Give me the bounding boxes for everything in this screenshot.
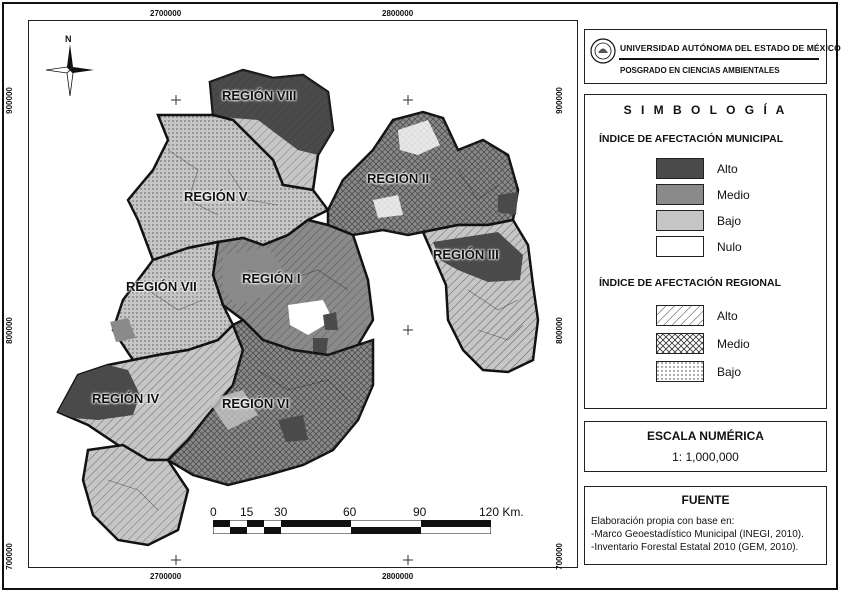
scale-tick-30: 30 [274,505,288,519]
coord-right-3: 700000 [554,543,564,570]
swatch-regional-alto [656,305,704,326]
coord-bottom-1: 2700000 [150,572,182,581]
coord-left-1: 900000 [4,87,14,114]
institution-divider [619,58,819,60]
region-label-iii: REGIÓN III [433,247,499,262]
legend-box [584,94,827,409]
scale-bar-graphic [213,520,491,534]
label-regional-medio: Medio [717,337,750,351]
north-arrow [46,34,94,96]
label-regional-bajo: Bajo [717,365,742,379]
institution-box [584,29,841,84]
legend-regional-title: ÍNDICE DE AFECTACIÓN REGIONAL [599,277,782,289]
legend-municipal-title: ÍNDICE DE AFECTACIÓN MUNICIPAL [599,133,784,145]
source-title: FUENTE [681,493,730,507]
scale-bar [213,520,491,534]
label-regional-alto: Alto [717,309,738,323]
region-iii-shape [423,220,538,372]
legend-title: S I M B O L O G Í A [623,103,788,117]
coord-right-2: 800000 [554,317,564,344]
program-name: POSGRADO EN CIENCIAS AMBIENTALES [620,66,780,75]
coord-top-1: 2700000 [150,9,182,18]
label-municipal-bajo: Bajo [717,214,742,228]
region-label-vi: REGIÓN VI [222,396,290,411]
coord-left-3: 700000 [4,543,14,570]
university-seal-icon [590,38,616,64]
region-label-v: REGIÓN V [184,189,248,204]
coord-top-2: 2800000 [382,9,414,18]
state-map [28,20,578,568]
label-municipal-alto: Alto [717,162,738,176]
scale-tick-120: 120 Km. [479,505,524,519]
source-line-2: -Marco Geoestadístico Municipal (INEGI, 2010). [591,529,804,540]
region-label-i: REGIÓN I [242,271,301,286]
north-label: N [65,34,72,44]
compass-rose-icon [46,44,94,96]
source-box [584,486,827,565]
region-label-vii: REGIÓN VII [126,279,197,294]
scale-tick-90: 90 [413,505,427,519]
swatch-municipal-medio [656,184,704,205]
scale-value: 1: 1,000,000 [672,450,739,464]
region-label-viii: REGIÓN VIII [222,88,297,103]
region-label-iv: REGIÓN IV [92,391,160,406]
source-line-1: Elaboración propia con base en: [591,516,735,527]
scale-box [584,421,827,472]
scale-tick-0: 0 [210,505,217,519]
swatch-regional-bajo [656,361,704,382]
coord-bottom-2: 2800000 [382,572,414,581]
scale-tick-60: 60 [343,505,357,519]
institution-name: UNIVERSIDAD AUTÓNOMA DEL ESTADO DE MÉXICO [620,43,841,53]
swatch-regional-medio [656,333,704,354]
label-municipal-nulo: Nulo [717,240,742,254]
region-label-ii: REGIÓN II [367,171,430,186]
swatch-municipal-alto [656,158,704,179]
label-municipal-medio: Medio [717,188,750,202]
swatch-municipal-nulo [656,236,704,257]
swatch-municipal-bajo [656,210,704,231]
scale-title: ESCALA NUMÉRICA [647,429,764,443]
coord-right-1: 900000 [554,87,564,114]
coord-left-2: 800000 [4,317,14,344]
source-line-3: -Inventario Forestal Estatal 2010 (GEM, 2010). [591,542,799,553]
scale-tick-15: 15 [240,505,254,519]
